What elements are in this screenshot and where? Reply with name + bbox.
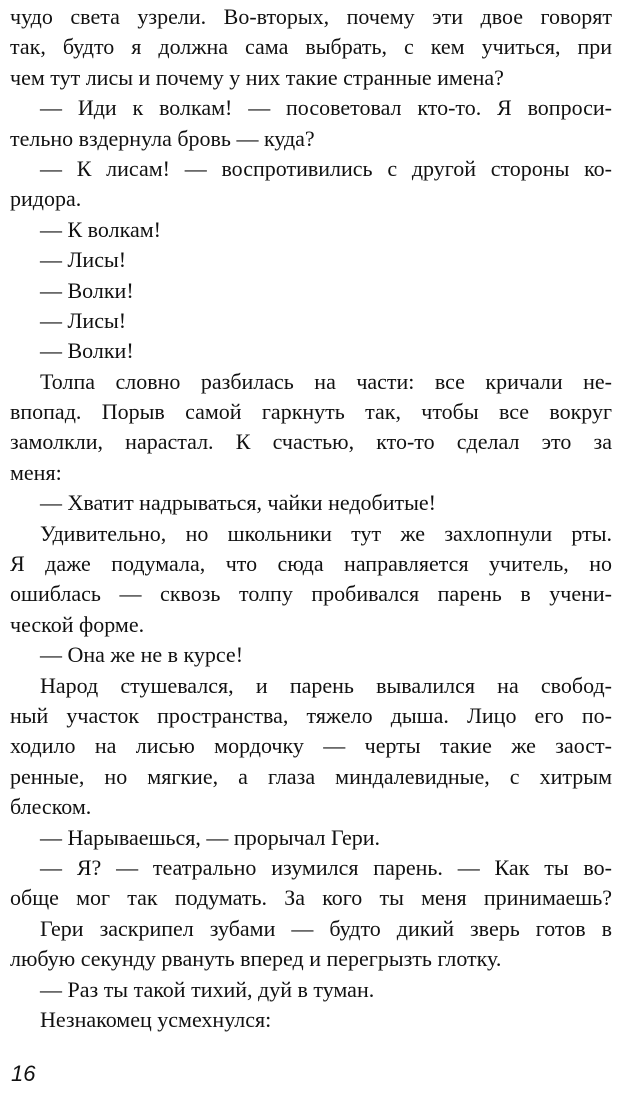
text-line: ошиблась — сквозь толпу пробивался парень в учени- <box>10 581 612 607</box>
text-line: Народ стушевался, и парень вывалился на свобод- <box>40 672 612 698</box>
text-line: чудо света узрели. Во-вторых, почему эти двое говорят <box>10 4 612 29</box>
page-number: 16 <box>11 1061 36 1086</box>
text-line: — Иди к волкам! — посоветовал кто-то. Я вопроси- <box>40 95 612 121</box>
text-line: любую секунду рвануть вперед и перегрызть глотку. <box>10 946 502 972</box>
text-line: ренные, но мягкие, а глаза миндалевидные, с хитрым <box>10 763 612 789</box>
text-line: Гери заскрипел зубами — будто дикий зверь готов в <box>40 915 612 941</box>
text-line: — Хватит надрываться, чайки недобитые! <box>40 490 436 516</box>
text-line: — К волкам! <box>40 216 161 242</box>
text-line: — Я? — театрально изумился парень. — Как ты во- <box>40 854 612 880</box>
text-line: — Лисы! <box>40 247 127 273</box>
text-line: — Она же не в курсе! <box>40 642 244 668</box>
text-line: меня: <box>10 459 62 485</box>
text-line: замолкли, нарастал. К счастью, кто-то сделал это за <box>10 429 612 455</box>
text-line: ридора. <box>10 186 82 212</box>
text-line: обще мог так подумать. За кого ты меня принимаешь? <box>10 885 612 911</box>
text-line: Удивительно, но школьники тут же захлопнули рты. <box>40 520 612 546</box>
text-line: ческой форме. <box>10 611 145 637</box>
text-line: — Раз ты такой тихий, дуй в туман. <box>40 976 375 1002</box>
text-line: — Волки! <box>40 277 134 303</box>
text-line: Толпа словно разбилась на части: все кричали не- <box>40 368 612 394</box>
text-line: — Нарываешься, — прорычал Гери. <box>40 824 381 850</box>
text-line: — Волки! <box>40 338 134 364</box>
text-line: ходило на лисью мордочку — черты такие же заост- <box>10 733 612 759</box>
text-line: впопад. Порыв самой гаркнуть так, чтобы все вокруг <box>10 399 612 425</box>
text-line: так, будто я должна сама выбрать, с кем учиться, при <box>10 34 612 60</box>
text-line: — К лисам! — воспротивились с другой стороны ко- <box>40 155 612 181</box>
text-line: чем тут лисы и почему у них такие странные имена? <box>10 64 504 90</box>
text-line: ный участок пространства, тяжело дыша. Лицо его по- <box>10 702 612 728</box>
text-line: — Лисы! <box>40 307 127 333</box>
text-line: Незнакомец усмехнулся: <box>40 1006 272 1032</box>
text-line: блеском. <box>10 794 92 820</box>
text-line: Я даже подумала, что сюда направляется учитель, но <box>10 551 612 577</box>
body-text <box>10 2 612 1035</box>
text-line: тельно вздернула бровь — куда? <box>10 125 315 151</box>
